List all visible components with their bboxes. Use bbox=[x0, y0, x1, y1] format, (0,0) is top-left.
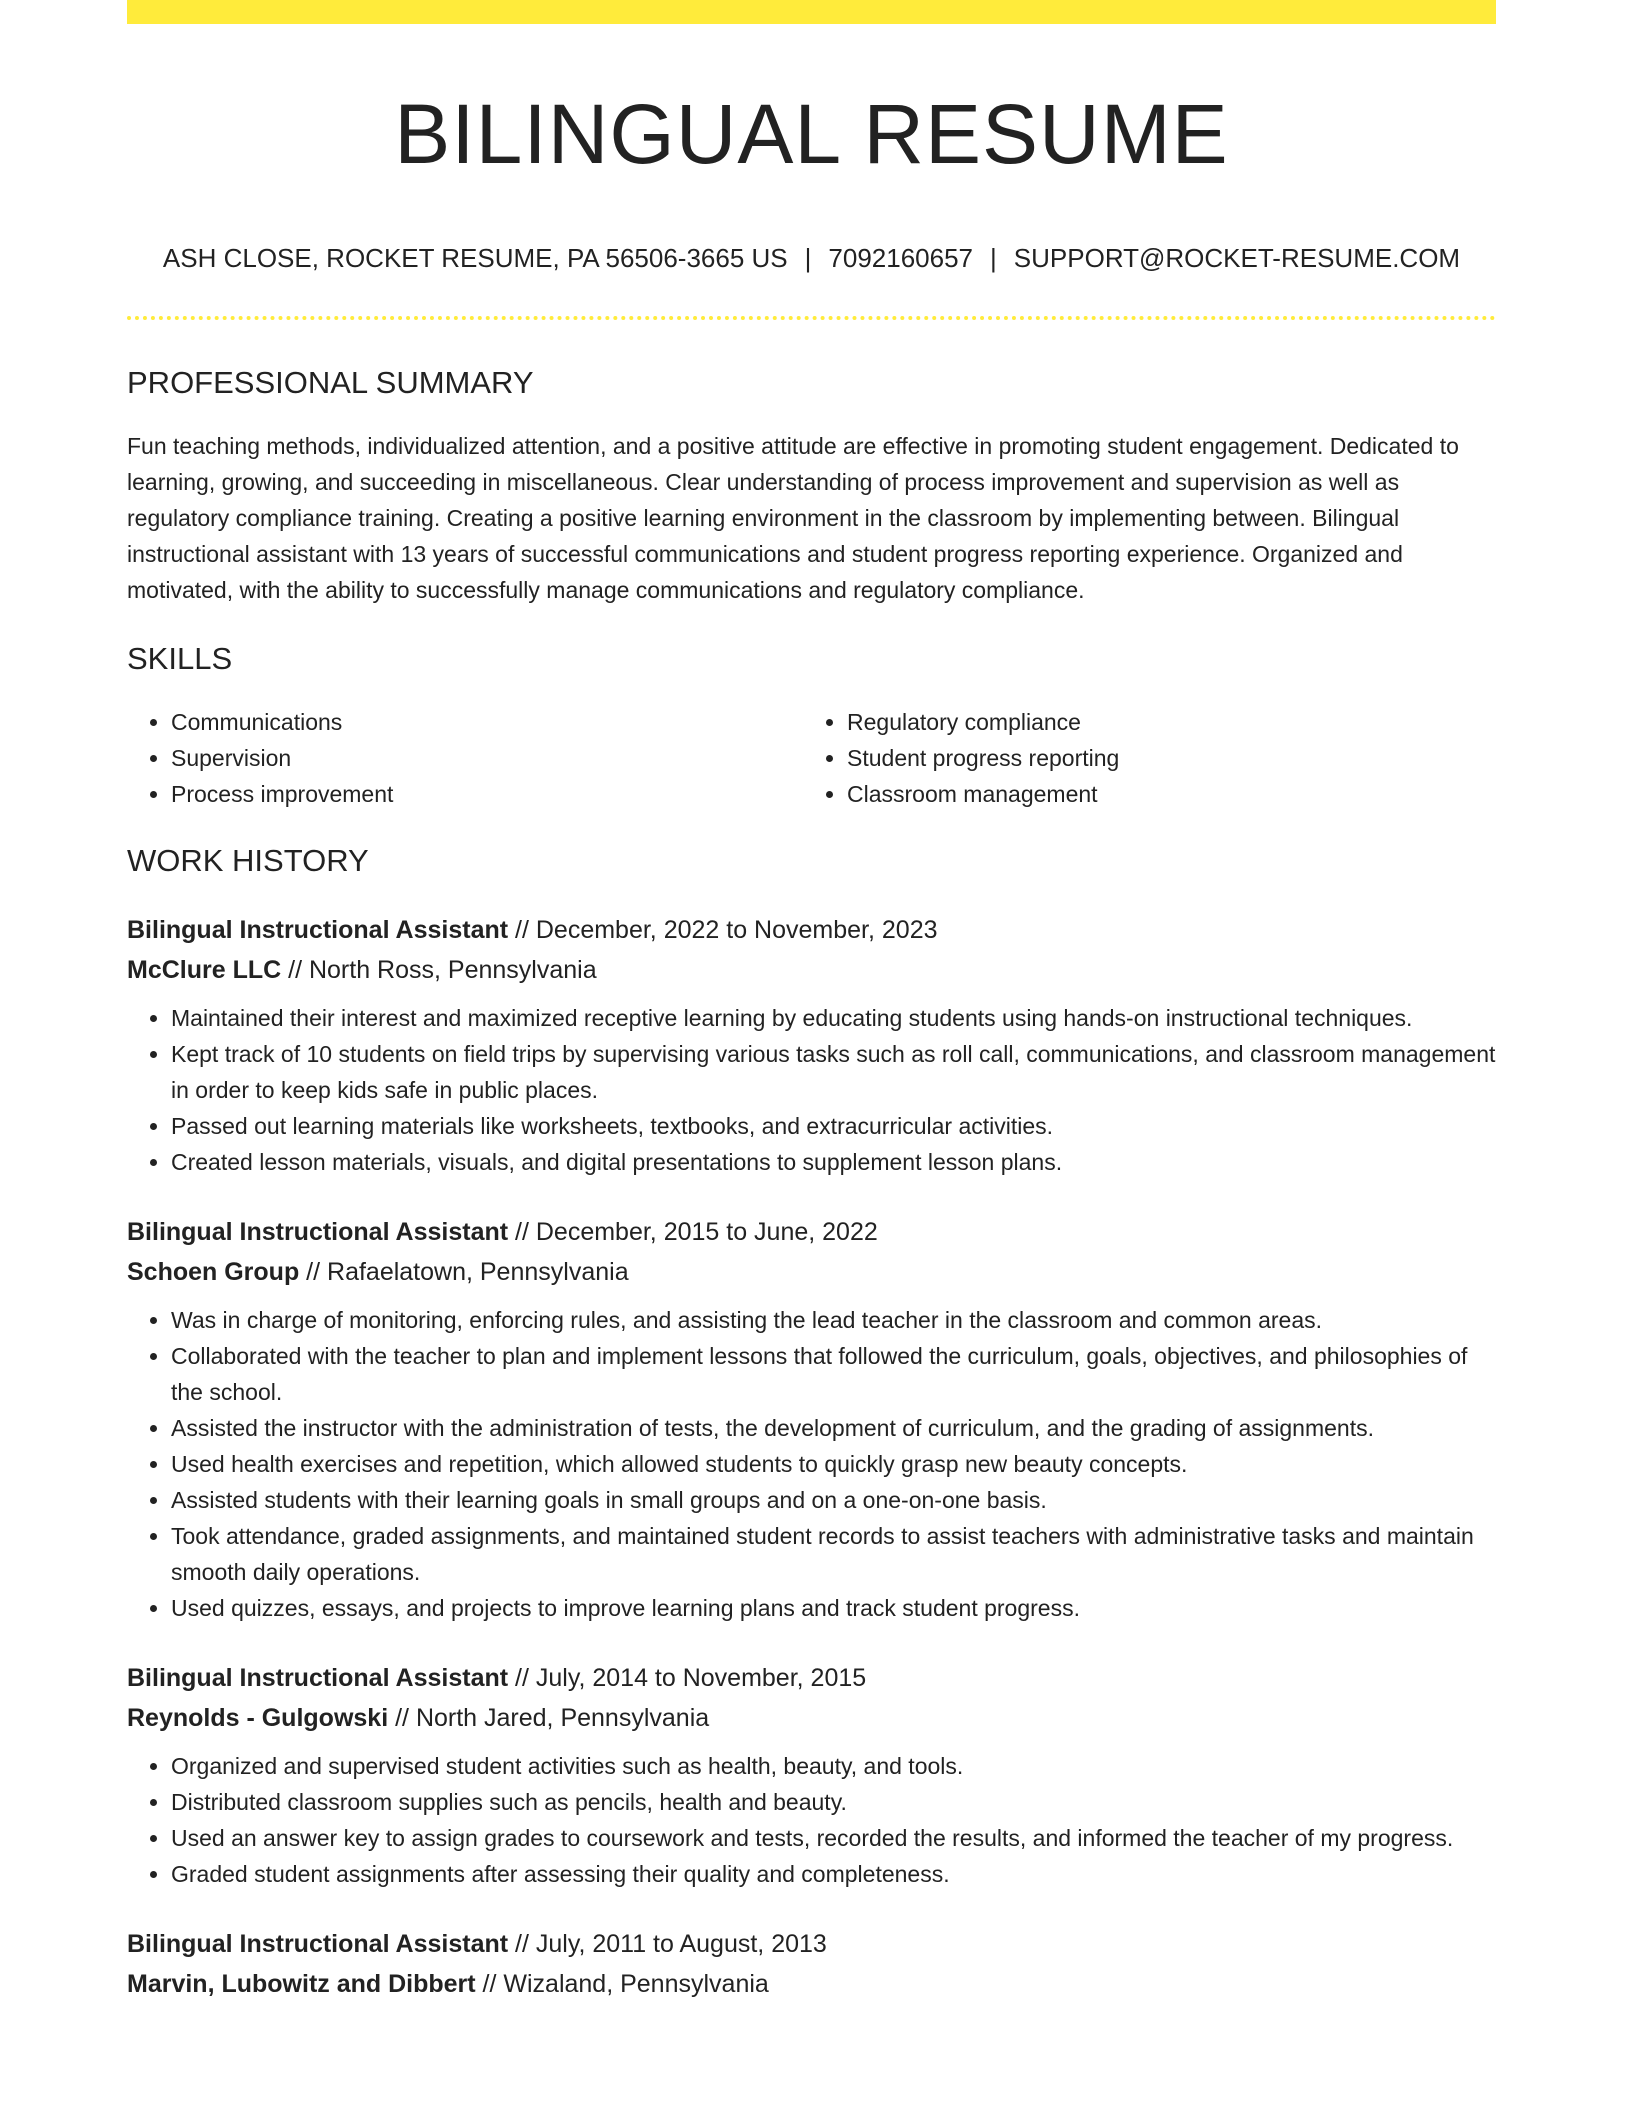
job-entry bbox=[127, 1924, 1496, 2004]
job-bullet: • Used an answer key to assign grades to coursework and tests, recorded the results, and informed the teacher of my progress. bbox=[171, 1820, 1496, 1856]
job-title: Bilingual Instructional Assistant bbox=[127, 915, 509, 944]
job-entry bbox=[127, 1658, 1496, 1892]
job-bullet: • Distributed classroom supplies such as pencils, health and beauty. bbox=[171, 1784, 1496, 1820]
job-location: // Rafaelatown, Pennsylvania bbox=[299, 1257, 629, 1286]
contact-separator: | bbox=[990, 242, 997, 273]
job-entry bbox=[127, 1212, 1496, 1626]
work-history-heading: WORK HISTORY bbox=[127, 843, 369, 879]
job-bullet: • Used quizzes, essays, and projects to improve learning plans and track student progress. bbox=[171, 1590, 1496, 1626]
job-location: // North Jared, Pennsylvania bbox=[388, 1703, 710, 1732]
skill-item: • Regulatory compliance bbox=[847, 704, 1479, 740]
summary-text: Fun teaching methods, individualized attention, and a positive attitude are effective in promoting student engagement. Dedicated to learning, growing, and succeeding in miscellaneous. Clear understanding of process improvement and supervision as well as regulatory compliance training. Creating a positive learning environment in the classroom by implementing between. Bilingual instructional assistant with 13 years of successful communications and student progress reporting experience. Organized and motivated, with the ability to successfully manage communications and regulatory compliance. bbox=[127, 433, 1459, 604]
skills-list bbox=[127, 704, 1496, 812]
contact-phone: 7092160657 bbox=[828, 242, 974, 273]
resume-title: BILINGUAL RESUME bbox=[394, 87, 1229, 181]
dotted-divider bbox=[127, 316, 1496, 320]
job-dates: // December, 2022 to November, 2023 bbox=[508, 915, 938, 944]
job-bullet: • Graded student assignments after assessing their quality and completeness. bbox=[171, 1856, 1496, 1892]
job-dates: // July, 2011 to August, 2013 bbox=[508, 1929, 827, 1958]
contact-email: SUPPORT@ROCKET-RESUME.COM bbox=[1013, 242, 1461, 273]
contact-address: ASH CLOSE, ROCKET RESUME, PA 56506-3665 US bbox=[162, 242, 788, 273]
contact-line bbox=[127, 243, 1496, 274]
job-bullet: • Collaborated with the teacher to plan and implement lessons that followed the curriculum, goals, objectives, and philosophies of the school. bbox=[171, 1338, 1496, 1410]
job-company-line bbox=[127, 1252, 1496, 1292]
skills-column-left bbox=[127, 704, 803, 812]
skill-item: • Process improvement bbox=[171, 776, 803, 812]
job-title: Bilingual Instructional Assistant bbox=[127, 1663, 509, 1692]
job-location: // Wizaland, Pennsylvania bbox=[475, 1969, 769, 1998]
job-bullets bbox=[127, 1748, 1496, 1892]
job-title-line bbox=[127, 910, 1496, 950]
skill-item: • Student progress reporting bbox=[847, 740, 1479, 776]
job-title-line bbox=[127, 1924, 1496, 1964]
job-bullet: • Kept track of 10 students on field trips by supervising various tasks such as roll call, communications, and classroom management in order to keep kids safe in public places. bbox=[171, 1036, 1496, 1108]
job-title-line bbox=[127, 1212, 1496, 1252]
job-bullets bbox=[127, 1000, 1496, 1180]
job-company: Marvin, Lubowitz and Dibbert bbox=[127, 1969, 476, 1998]
skill-item: • Supervision bbox=[171, 740, 803, 776]
skills-column-right bbox=[803, 704, 1479, 812]
job-bullet: • Used health exercises and repetition, which allowed students to quickly grasp new beauty concepts. bbox=[171, 1446, 1496, 1482]
job-company-line bbox=[127, 950, 1496, 990]
job-company-line bbox=[127, 1698, 1496, 1738]
job-title: Bilingual Instructional Assistant bbox=[127, 1217, 509, 1246]
job-bullet: • Created lesson materials, visuals, and digital presentations to supplement lesson plans. bbox=[171, 1144, 1496, 1180]
job-bullets bbox=[127, 1302, 1496, 1626]
summary-heading: PROFESSIONAL SUMMARY bbox=[127, 364, 534, 400]
job-company: Reynolds - Gulgowski bbox=[127, 1703, 389, 1732]
skill-item: • Classroom management bbox=[847, 776, 1479, 812]
job-location: // North Ross, Pennsylvania bbox=[281, 955, 597, 984]
skill-item: • Communications bbox=[171, 704, 803, 740]
job-bullet: • Organized and supervised student activities such as health, beauty, and tools. bbox=[171, 1748, 1496, 1784]
job-bullet: • Was in charge of monitoring, enforcing rules, and assisting the lead teacher in the classroom and common areas. bbox=[171, 1302, 1496, 1338]
job-bullet: • Took attendance, graded assignments, and maintained student records to assist teachers with administrative tasks and maintain smooth daily operations. bbox=[171, 1518, 1496, 1590]
skills-heading: SKILLS bbox=[127, 641, 233, 677]
job-bullet: • Assisted the instructor with the administration of tests, the development of curriculum, and the grading of assignments. bbox=[171, 1410, 1496, 1446]
job-company: Schoen Group bbox=[127, 1257, 300, 1286]
top-accent-bar bbox=[127, 0, 1496, 24]
job-dates: // December, 2015 to June, 2022 bbox=[508, 1217, 878, 1246]
job-title: Bilingual Instructional Assistant bbox=[127, 1929, 509, 1958]
job-bullet: • Passed out learning materials like worksheets, textbooks, and extracurricular activities. bbox=[171, 1108, 1496, 1144]
job-entry bbox=[127, 910, 1496, 1180]
job-company: McClure LLC bbox=[127, 955, 282, 984]
contact-separator: | bbox=[804, 242, 812, 273]
resume-page bbox=[127, 0, 1496, 2004]
job-bullet: • Maintained their interest and maximized receptive learning by educating students using hands-on instructional techniques. bbox=[171, 1000, 1496, 1036]
job-title-line bbox=[127, 1658, 1496, 1698]
job-company-line bbox=[127, 1964, 1496, 2004]
job-dates: // July, 2014 to November, 2015 bbox=[508, 1663, 867, 1692]
job-bullet: • Assisted students with their learning goals in small groups and on a one-on-one basis. bbox=[171, 1482, 1496, 1518]
